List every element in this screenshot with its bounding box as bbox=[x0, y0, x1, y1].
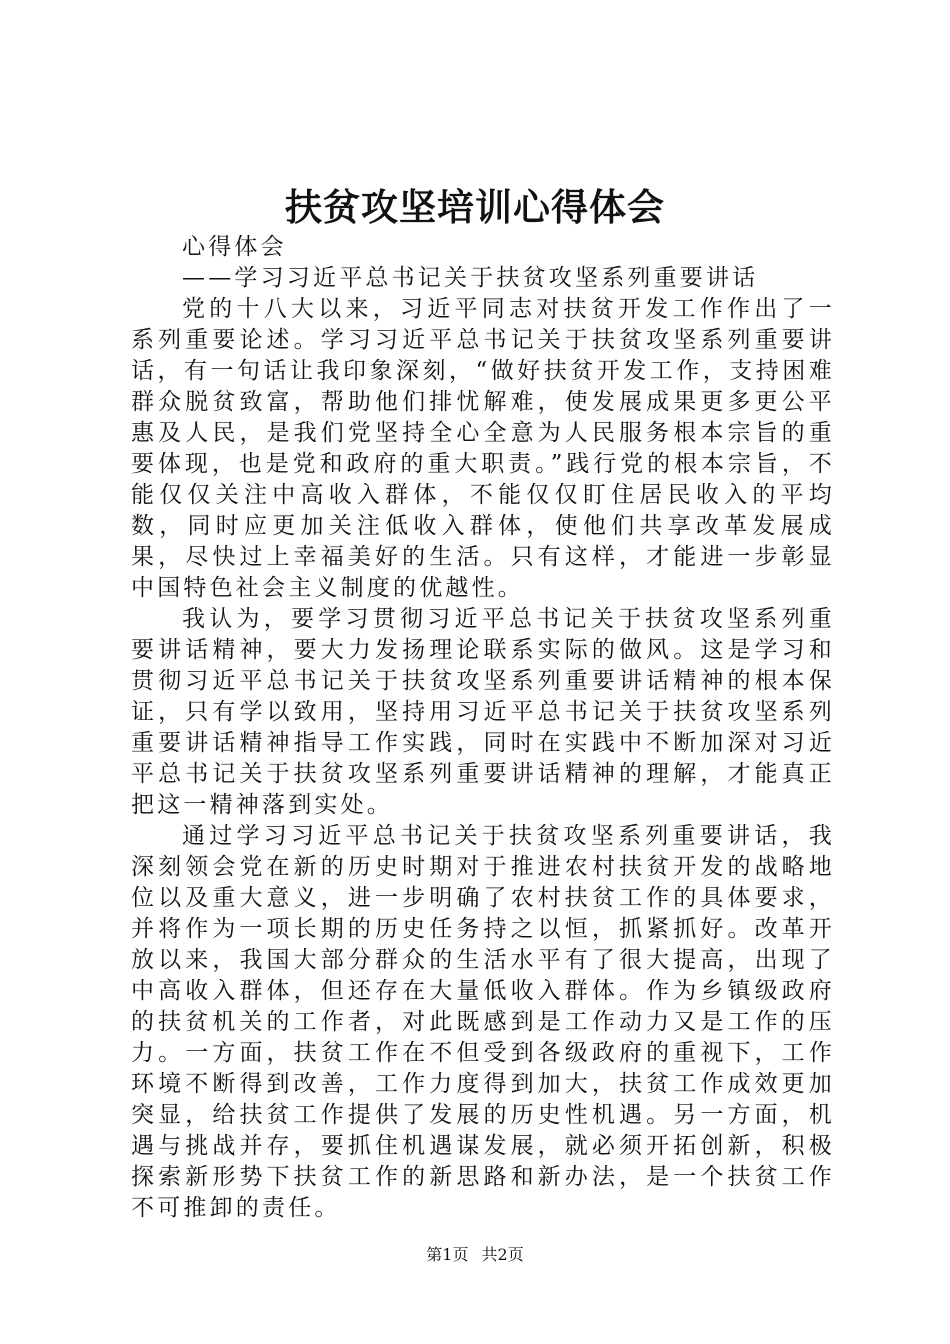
page-total: 共2页 bbox=[481, 1245, 524, 1264]
document-label: 心得体会 bbox=[182, 234, 287, 260]
paragraph-1: 党的十八大以来，习近平同志对扶贫开发工作作出了一系列重要论述。学习习近平总书记关于扶贫攻坚系列重要讲话，有一句话让我印象深刻，“做好扶贫开发工作，支持困难群众脱贫致富，帮助他们排忧解难，使发展成果更多更公平惠及人民，是我们党坚持全心全意为人民服务根本宗旨的重要体现，也是党和政府的重大职责。”践行党的根本宗旨，不能仅仅关注中高收入群体，不能仅仅盯住居民收入的平均数，同时应更加关注低收入群体，使他们共享改革发展成果，尽快过上幸福美好的生活。只有这样，才能进一步彰显中国特色社会主义制度的优越性。 bbox=[131, 296, 835, 601]
document-subtitle: ——学习习近平总书记关于扶贫攻坚系列重要讲话 bbox=[182, 265, 759, 291]
paragraph-3: 通过学习习近平总书记关于扶贫攻坚系列重要讲话，我深刻领会党在新的历史时期对于推进农村扶贫开发的战略地位以及重大意义，进一步明确了农村扶贫工作的具体要求，并将作为一项长期的历史任务持之以恒，抓紧抓好。改革开放以来，我国大部分群众的生活水平有了很大提高，出现了中高收入群体，但还存在大量低收入群体。作为乡镇级政府的扶贫机关的工作者，对此既感到是工作动力又是工作的压力。一方面，扶贫工作在不但受到各级政府的重视下，工作环境不断得到改善，工作力度得到加大，扶贫工作成效更加突显，给扶贫工作提供了发展的历史性机遇。另一方面，机遇与挑战并存，要抓住机遇谋发展，就必须开拓创新，积极探索新形势下扶贫工作的新思路和新办法，是一个扶贫工作不可推卸的责任。 bbox=[131, 823, 835, 1221]
page-footer bbox=[0, 1244, 950, 1266]
paragraph-2: 我认为，要学习贯彻习近平总书记关于扶贫攻坚系列重要讲话精神，要大力发扬理论联系实际的做风。这是学习和贯彻习近平总书记关于扶贫攻坚系列重要讲话精神的根本保证，只有学以致用，坚持用习近平总书记关于扶贫攻坚系列重要讲话精神指导工作实践，同时在实践中不断加深对习近平总书记关于扶贫攻坚系列重要讲话精神的理解，才能真正把这一精神落到实处。 bbox=[131, 606, 835, 818]
page-number: 第1页 bbox=[426, 1245, 469, 1264]
document-title: 扶贫攻坚培训心得体会 bbox=[285, 186, 665, 229]
document-body bbox=[131, 232, 835, 1224]
